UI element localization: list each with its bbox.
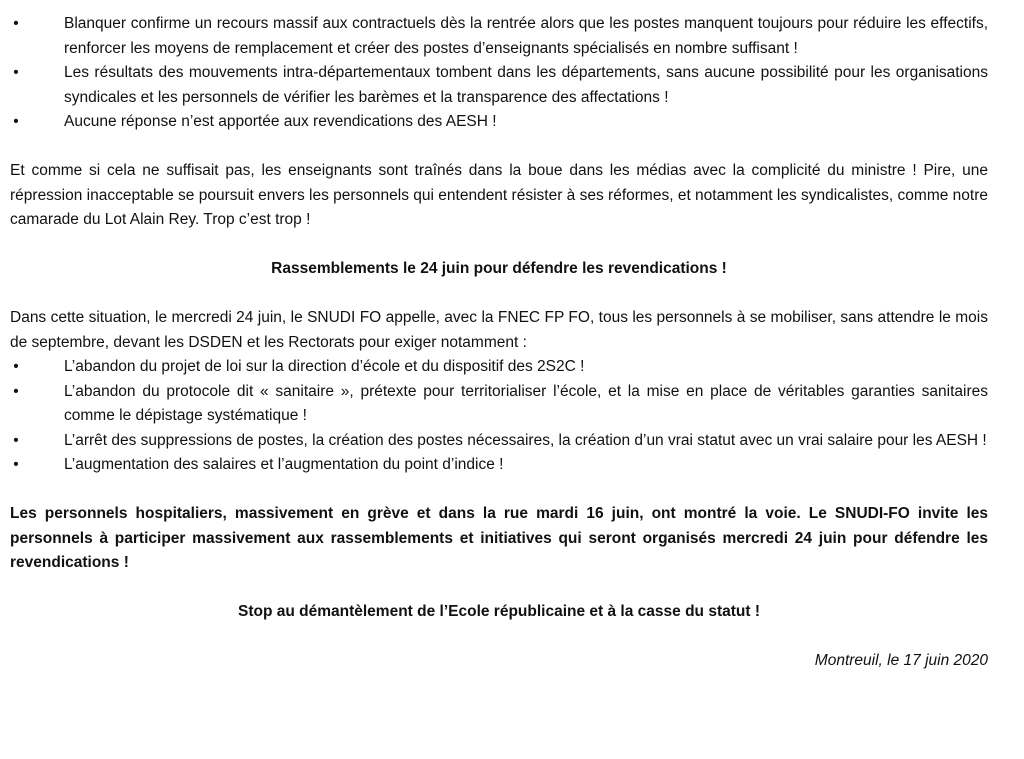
list-item-text: Aucune réponse n’est apportée aux revendications des AESH ! bbox=[64, 113, 497, 130]
list-item bbox=[10, 355, 988, 380]
bullet-list-situation bbox=[10, 12, 988, 135]
bullet-icon: • bbox=[13, 382, 19, 400]
bullet-icon: • bbox=[13, 113, 19, 130]
document-page bbox=[10, 12, 988, 674]
heading-rassemblements: Rassemblements le 24 juin pour défendre les revendications ! bbox=[271, 260, 727, 277]
bullet-icon: • bbox=[13, 15, 19, 32]
bullet-icon: • bbox=[13, 431, 19, 449]
list-item bbox=[10, 429, 988, 454]
list-item-text: Les résultats des mouvements intra-départementaux tombent dans les départements, sans aucune possibilité pour les organisations syndicales et les personnels de vérifier les barèmes et la transparence des affectations ! bbox=[64, 64, 988, 106]
spacer bbox=[10, 135, 988, 160]
list-item-text: Blanquer confirme un recours massif aux contractuels dès la rentrée alors que les postes manquent toujours pour réduire les effectifs, renforcer les moyens de remplacement et créer des postes d’enseignants spécialisés en nombre suffisant ! bbox=[64, 15, 988, 57]
heading-stop: Stop au démantèlement de l’Ecole républicaine et à la casse du statut ! bbox=[238, 603, 760, 620]
paragraph-appel: Dans cette situation, le mercredi 24 juin, le SNUDI FO appelle, avec la FNEC FP FO, tous les personnels à se mobiliser, sans attendre le mois de septembre, devant les DSDEN et les Rectorats pour exiger notamment : bbox=[10, 309, 988, 351]
list-item bbox=[10, 12, 988, 61]
list-item bbox=[10, 453, 988, 478]
list-item-text: L’abandon du protocole dit « sanitaire », prétexte pour territorialiser l’école, et la mise en place de véritables garanties sanitaires comme le dépistage systématique ! bbox=[64, 382, 988, 424]
bullet-icon: • bbox=[13, 456, 19, 473]
bullet-list-demands bbox=[10, 355, 988, 478]
bullet-icon: • bbox=[13, 358, 19, 375]
list-item bbox=[10, 110, 988, 135]
paragraph-hospitaliers: Les personnels hospitaliers, massivement en grève et dans la rue mardi 16 juin, ont montré la voie. Le SNUDI-FO invite les personnels à participer massivement aux rassemblements et initiatives qui seront organisés mercredi 24 juin pour défendre les revendications ! bbox=[10, 505, 988, 571]
bullet-icon: • bbox=[13, 64, 19, 81]
list-item-text: L’augmentation des salaires et l’augmentation du point d’indice ! bbox=[64, 456, 504, 473]
list-item bbox=[10, 380, 988, 429]
spacer bbox=[10, 478, 988, 503]
signature-place-date: Montreuil, le 17 juin 2020 bbox=[814, 652, 988, 669]
spacer bbox=[10, 576, 988, 601]
list-item-text: L’arrêt des suppressions de postes, la création des postes nécessaires, la création d’un vrai statut avec un vrai salaire pour les AESH ! bbox=[64, 431, 987, 449]
spacer bbox=[10, 233, 988, 258]
spacer bbox=[10, 625, 988, 650]
list-item bbox=[10, 61, 988, 110]
spacer bbox=[10, 282, 988, 307]
list-item-text: L’abandon du projet de loi sur la direction d’école et du dispositif des 2S2C ! bbox=[64, 358, 585, 375]
paragraph-repression: Et comme si cela ne suffisait pas, les enseignants sont traînés dans la boue dans les médias avec la complicité du ministre ! Pire, une répression inacceptable se poursuit envers les personnels qui entendent résister à ses réformes, et notamment les syndicalistes, comme notre camarade du Lot Alain Rey. Trop c’est trop ! bbox=[10, 162, 988, 228]
